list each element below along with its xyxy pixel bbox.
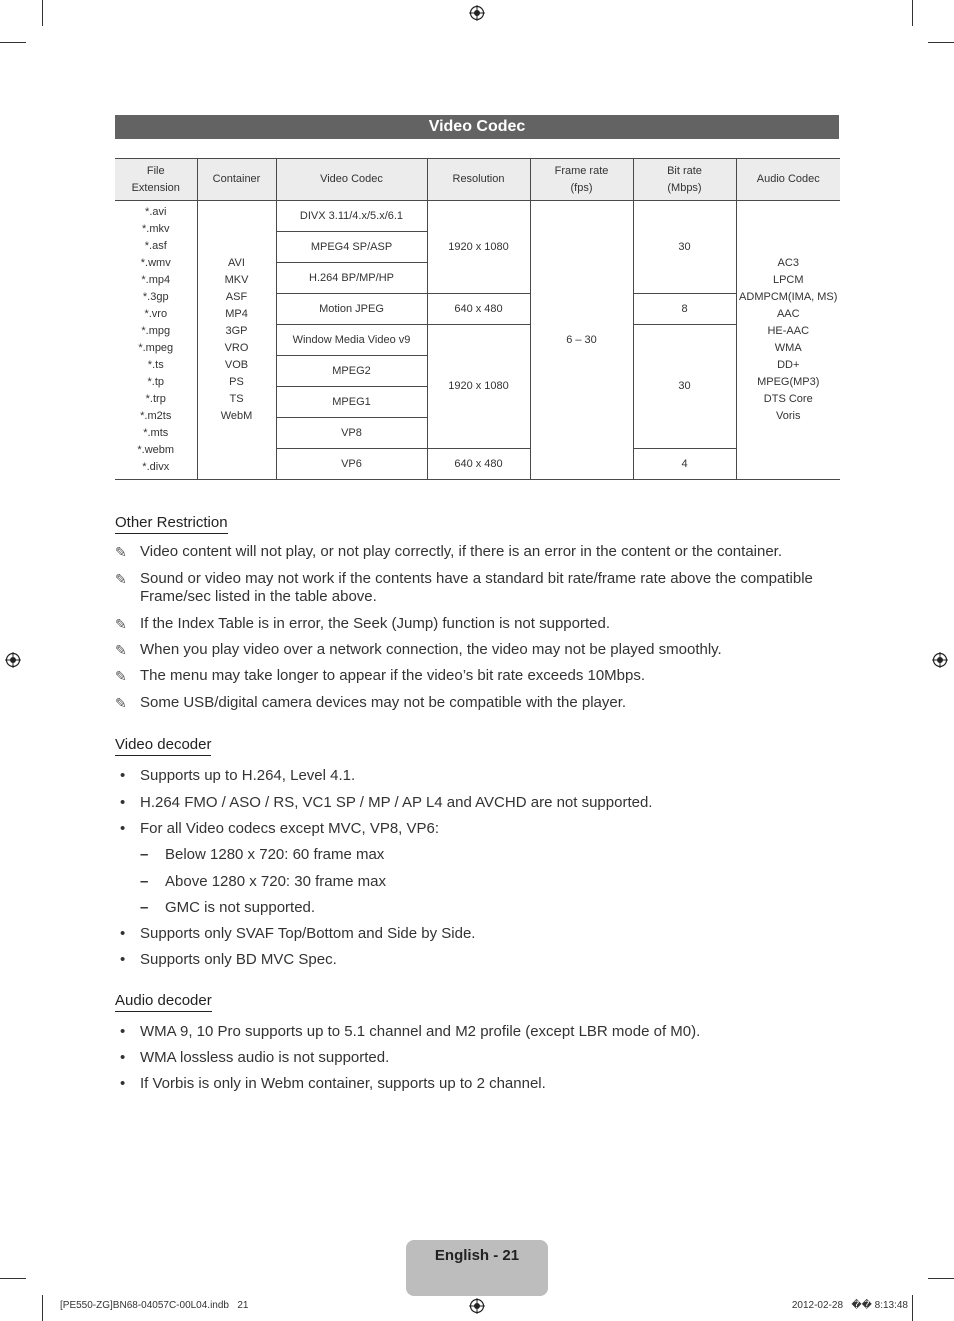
crop-mark [912,0,913,26]
bit-rate-cell: 8 [633,294,736,325]
resolution-cell: 1920 x 1080 [427,201,530,294]
bullet-icon: • [120,1075,126,1092]
bullet-icon: • [120,1023,126,1040]
header-resolution: Resolution [427,159,530,201]
list-item: • Supports only BD MVC Spec. [120,951,337,968]
video-codec-cell: MPEG1 [276,387,427,418]
video-codec-cell: MPEG2 [276,356,427,387]
video-codec-cell: DIVX 3.11/4.x/5.x/6.1 [276,201,427,232]
list-item: • If Vorbis is only in Webm container, supports up to 2 channel. [120,1075,546,1092]
frame-rate-cell: 6 – 30 [530,201,633,480]
list-item: • H.264 FMO / ASO / RS, VC1 SP / MP / AP L4 and AVCHD are not supported. [120,794,653,811]
crop-mark [0,42,26,43]
note-item: ✎ Video content will not play, or not play correctly, if there is an error in the content or the container. [115,543,783,560]
video-decoder-heading: Video decoder [115,736,211,756]
note-item: ✎ When you play video over a network connection, the video may not be played smoothly. [115,641,722,658]
video-codec-cell: VP6 [276,449,427,480]
video-codec-cell: H.264 BP/MP/HP [276,263,427,294]
registration-mark-icon [5,652,21,668]
sub-list-item: – Below 1280 x 720: 60 frame max [140,846,385,863]
note-item: ✎ The menu may take longer to appear if the video’s bit rate exceeds 10Mbps. [115,667,646,684]
footer-timestamp: 2012-02-28 �� 8:13:48 [791,1300,908,1311]
dash-icon: – [140,873,149,890]
bit-rate-cell: 4 [633,449,736,480]
crop-mark [928,42,954,43]
bit-rate-cell: 30 [633,325,736,449]
resolution-cell: 1920 x 1080 [427,325,530,449]
bullet-icon: • [120,925,126,942]
registration-mark-icon [469,5,485,21]
header-file-extension: File Extension [115,159,197,201]
header-video-codec: Video Codec [276,159,427,201]
video-codec-cell: VP8 [276,418,427,449]
crop-mark [42,1295,43,1321]
footer-file-info: [PE550-ZG]BN68-04057C-00L04.indb 21 [60,1300,249,1311]
note-item: ✎ Some USB/digital camera devices may not be compatible with the player. [115,694,627,711]
note-item: ✎ If the Index Table is in error, the Seek (Jump) function is not supported. [115,615,610,632]
list-item: • For all Video codecs except MVC, VP8, VP6: [120,820,440,837]
sub-list-item: – GMC is not supported. [140,899,316,916]
video-codec-cell: Window Media Video v9 [276,325,427,356]
bullet-icon: • [120,820,126,837]
crop-mark [0,1278,26,1279]
bullet-icon: • [120,767,126,784]
bullet-icon: • [120,951,126,968]
pencil-note-icon: ✎ [115,695,127,711]
header-container: Container [197,159,276,201]
list-item: • Supports up to H.264, Level 4.1. [120,767,356,784]
note-item: ✎ Sound or video may not work if the contents have a standard bit rate/frame rate above the compatible Frame/sec listed in the table above. [115,570,813,605]
containers-cell: AVI MKV ASF MP4 3GP VRO VOB PS TS WebM [197,201,276,480]
crop-mark [928,1278,954,1279]
video-codec-cell: MPEG4 SP/ASP [276,232,427,263]
video-codec-table [115,158,840,480]
pencil-note-icon: ✎ [115,642,127,658]
registration-mark-icon [469,1298,485,1314]
pencil-note-icon: ✎ [115,544,127,560]
sub-list-item: – Above 1280 x 720: 30 frame max [140,873,386,890]
video-codec-cell: Motion JPEG [276,294,427,325]
registration-mark-icon [932,652,948,668]
header-bit-rate: Bit rate (Mbps) [633,159,736,201]
resolution-cell: 640 x 480 [427,449,530,480]
pencil-note-icon: ✎ [115,668,127,684]
crop-mark [912,1295,913,1321]
list-item: • WMA lossless audio is not supported. [120,1049,390,1066]
crop-mark [42,0,43,26]
resolution-cell: 640 x 480 [427,294,530,325]
dash-icon: – [140,899,149,916]
header-frame-rate: Frame rate (fps) [530,159,633,201]
audio-codecs-cell: AC3 LPCM ADMPCM(IMA, MS) AAC HE-AAC WMA DD+ MPEG(MP3) DTS Core Voris [736,201,840,480]
dash-icon: – [140,846,149,863]
bullet-icon: • [120,794,126,811]
bit-rate-cell: 30 [633,201,736,294]
list-item: • Supports only SVAF Top/Bottom and Side by Side. [120,925,476,942]
section-title: Video Codec [115,115,839,139]
header-audio-codec: Audio Codec [736,159,840,201]
page-number: English - 21 [434,1247,520,1264]
pencil-note-icon: ✎ [115,571,127,587]
pencil-note-icon: ✎ [115,616,127,632]
bullet-icon: • [120,1049,126,1066]
file-extensions-cell: *.avi *.mkv *.asf *.wmv *.mp4 *.3gp *.vro *.mpg *.mpeg *.ts *.tp *.trp *.m2ts *.mts *.webm *.divx [115,201,197,480]
other-restriction-heading: Other Restriction [115,514,228,534]
audio-decoder-heading: Audio decoder [115,992,212,1012]
list-item: • WMA 9, 10 Pro supports up to 5.1 channel and M2 profile (except LBR mode of M0). [120,1023,701,1040]
